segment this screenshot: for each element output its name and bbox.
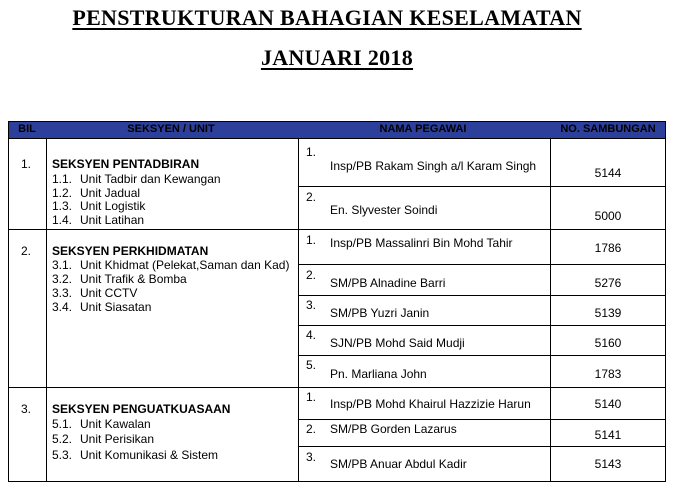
officer-no: 1. <box>306 233 317 247</box>
unit-no: 1.1. <box>52 172 73 186</box>
unit-no: 3.3. <box>52 286 73 300</box>
section-name: SEKSYEN PERKHIDMATAN <box>52 244 209 258</box>
officer-no: 2. <box>306 190 317 204</box>
extension-number: 5276 <box>594 276 622 290</box>
header-seksyen: SEKSYEN / UNIT <box>127 123 215 135</box>
officer-name: SM/PB Yuzri Janin <box>330 306 430 320</box>
row-divider <box>298 446 666 447</box>
officer-no: 5. <box>306 358 317 372</box>
officer-no: 3. <box>306 450 317 464</box>
row-divider <box>298 419 666 420</box>
unit-name: Unit Jadual <box>80 186 141 200</box>
officer-name: SM/PB Alnadine Barri <box>330 276 446 290</box>
row-divider <box>298 295 666 296</box>
unit-no: 1.4. <box>52 213 73 227</box>
page-title: PENSTRUKTURAN BAHAGIAN KESELAMATAN <box>72 5 582 30</box>
section-name: SEKSYEN PENGUATKUASAAN <box>52 402 231 416</box>
unit-name: Unit CCTV <box>80 286 138 300</box>
page-subtitle: JANUARI 2018 <box>260 45 414 70</box>
unit-name: Unit Siasatan <box>80 300 152 314</box>
header-nama: NAMA PEGAWAI <box>379 123 467 135</box>
extension-number: 5141 <box>594 428 622 442</box>
unit-no: 3.1. <box>52 258 73 272</box>
unit-name: Unit Perisikan <box>80 432 155 446</box>
section-bil: 3. <box>21 402 32 416</box>
grid-line <box>46 139 47 482</box>
unit-no: 1.2. <box>52 186 73 200</box>
unit-name: Unit Latihan <box>80 213 145 227</box>
section-bil: 2. <box>21 244 32 258</box>
unit-name: Unit Trafik & Bomba <box>80 272 187 286</box>
grid-line <box>298 139 299 482</box>
officer-no: 3. <box>306 298 317 312</box>
unit-no: 1.3. <box>52 199 73 213</box>
unit-no: 5.2. <box>52 432 73 446</box>
officer-no: 4. <box>306 328 317 342</box>
unit-name: Unit Tadbir dan Kewangan <box>80 172 221 186</box>
unit-no: 3.2. <box>52 272 73 286</box>
table-bottom <box>8 481 666 482</box>
officer-name: SM/PB Anuar Abdul Kadir <box>330 457 467 471</box>
officer-name: Insp/PB Rakam Singh a/l Karam Singh <box>330 159 537 173</box>
header-bil: BIL <box>18 123 36 135</box>
officer-name: En. Slyvester Soindi <box>330 203 438 217</box>
grid-line <box>8 139 9 482</box>
row-divider <box>298 355 666 356</box>
extension-number: 5139 <box>594 306 622 320</box>
unit-name: Unit Kawalan <box>80 417 151 431</box>
extension-number: 5000 <box>594 209 622 223</box>
officer-name: Insp/PB Massalinri Bin Mohd Tahir <box>330 236 513 250</box>
unit-no: 5.3. <box>52 448 73 462</box>
unit-no: 5.1. <box>52 417 73 431</box>
section-divider <box>8 229 666 230</box>
extension-number: 5140 <box>594 397 622 411</box>
extension-number: 1786 <box>594 241 622 255</box>
officer-no: 1. <box>306 145 317 159</box>
section-name: SEKSYEN PENTADBIRAN <box>52 157 200 171</box>
row-divider <box>298 325 666 326</box>
unit-name: Unit Khidmat (Pelekat,Saman dan Kad) <box>80 258 290 272</box>
extension-number: 5143 <box>594 457 622 471</box>
officer-no: 1. <box>306 390 317 404</box>
unit-no: 3.4. <box>52 300 73 314</box>
unit-name: Unit Logistik <box>80 199 146 213</box>
row-divider <box>298 264 666 265</box>
header-sambungan: NO. SAMBUNGAN <box>560 123 656 135</box>
officer-no: 2. <box>306 422 317 436</box>
officer-name: SJN/PB Mohd Said Mudji <box>330 336 465 350</box>
officer-no: 2. <box>306 268 317 282</box>
extension-number: 5160 <box>594 336 622 350</box>
officer-name: SM/PB Gorden Lazarus <box>330 422 457 436</box>
row-divider <box>298 186 666 187</box>
unit-name: Unit Komunikasi & Sistem <box>80 448 219 462</box>
officer-name: Insp/PB Mohd Khairul Hazzizie Harun <box>330 397 531 411</box>
section-divider <box>8 387 666 388</box>
extension-number: 5144 <box>594 166 622 180</box>
section-bil: 1. <box>21 157 32 171</box>
extension-number: 1783 <box>594 367 622 381</box>
officer-name: Pn. Marliana John <box>330 367 427 381</box>
